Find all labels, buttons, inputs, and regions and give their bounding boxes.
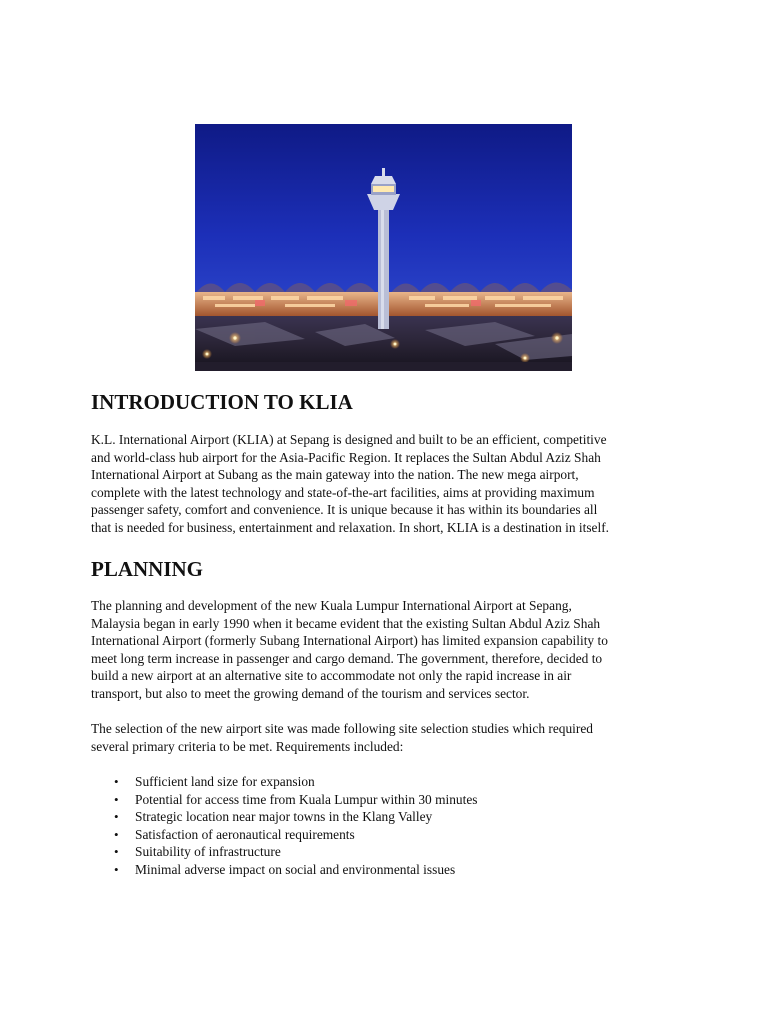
bullet-icon: •	[114, 774, 119, 789]
planning-heading: PLANNING	[91, 557, 204, 581]
planning-line: meet long term increase in passenger and cargo demand. The government, therefore, decided to	[91, 650, 603, 666]
site-selection-line: The selection of the new airport site was made following site selection studies which required	[91, 721, 594, 736]
intro-line: K.L. International Airport (KLIA) at Sepang is designed and built to be an efficient, competitive	[91, 432, 607, 447]
requirement-text: Strategic location near major towns in the Klang Valley	[135, 809, 433, 824]
requirements-list	[91, 773, 681, 878]
requirement-text: Sufficient land size for expansion	[135, 774, 315, 789]
planning-line: The planning and development of the new Kuala Lumpur International Airport at Sepang,	[91, 598, 572, 613]
planning-line: Malaysia began in early 1990 when it became evident that the existing Sultan Abdul Aziz Shah	[91, 615, 601, 631]
planning-line: International Airport (formerly Subang International Airport) has limited expansion capability to	[91, 633, 608, 648]
intro-heading: INTRODUCTION TO KLIA	[91, 390, 353, 414]
intro-line: International Airport at Subang as the main gateway into the nation. The new mega airport,	[91, 467, 579, 482]
planning-line: transport, but also to meet the growing demand of the tourism and services sector.	[91, 685, 530, 701]
intro-line: complete with the latest technology and state-of-the-art facilities, aims at providing maximum	[91, 484, 595, 500]
list-item	[114, 773, 681, 791]
intro-line: and world-class hub airport for the Asia-Pacific Region. It replaces the Sultan Abdul Aziz Shah	[91, 449, 601, 465]
requirement-text: Satisfaction of aeronautical requirements	[135, 826, 355, 842]
site-selection-paragraph	[91, 720, 681, 755]
list-item	[114, 808, 681, 826]
airport-control-tower-photo	[195, 124, 572, 371]
list-item	[114, 861, 681, 879]
bullet-icon: •	[114, 826, 119, 842]
intro-line: passenger safety, comfort and convenience. It is unique because it has within its boundaries all	[91, 502, 598, 517]
document-content	[91, 386, 681, 878]
bullet-icon: •	[114, 844, 119, 859]
list-item	[114, 826, 681, 844]
requirement-text: Minimal adverse impact on social and environmental issues	[135, 861, 456, 877]
bullet-icon: •	[114, 791, 119, 807]
bullet-icon: •	[114, 861, 119, 877]
list-item	[114, 843, 681, 861]
intro-paragraph	[91, 431, 681, 536]
requirement-text: Suitability of infrastructure	[135, 844, 281, 859]
requirement-text: Potential for access time from Kuala Lumpur within 30 minutes	[135, 791, 478, 807]
list-item	[114, 791, 681, 809]
intro-line: that is needed for business, entertainment and relaxation. In short, KLIA is a destination in itself.	[91, 519, 610, 535]
planning-line: build a new airport at an alternative site to accommodate not only the rapid increase in air	[91, 668, 572, 683]
bullet-icon: •	[114, 809, 119, 824]
site-selection-line: several primary criteria to be met. Requirements included:	[91, 738, 404, 754]
planning-paragraph	[91, 597, 681, 702]
